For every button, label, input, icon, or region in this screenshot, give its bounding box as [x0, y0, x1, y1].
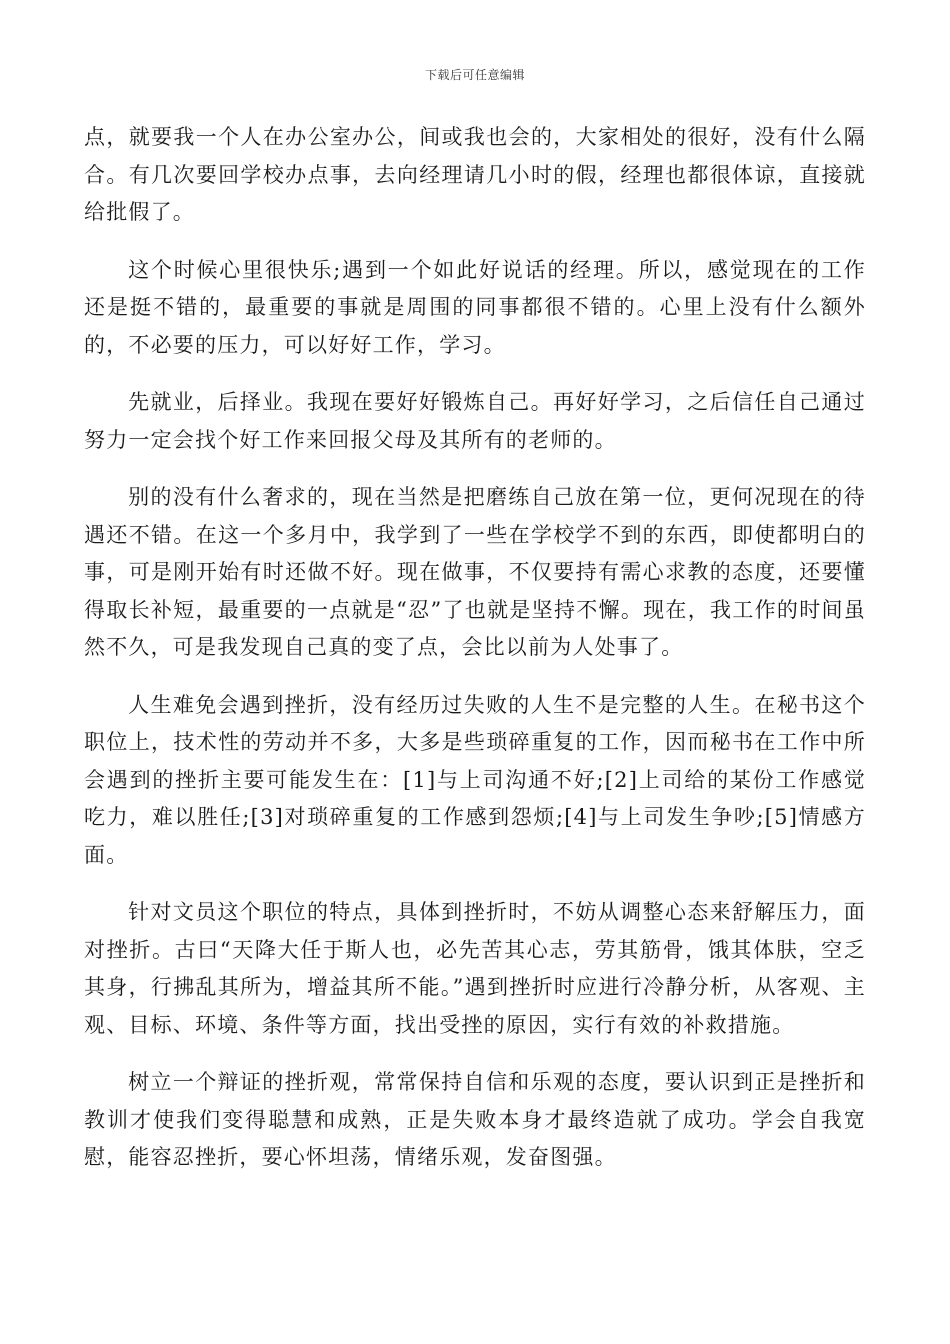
paragraph-7: 树立一个辩证的挫折观，常常保持自信和乐观的态度，要认识到正是挫折和教训才使我们变得聪慧和成熟，正是失败本身才最终造就了成功。学会自我宽慰，能容忍挫折，要心怀坦荡，情绪乐观，发奋图强。	[84, 1070, 866, 1169]
paragraph-6: 针对文员这个职位的特点，具体到挫折时，不妨从调整心态来舒解压力，面对挫折。古曰“天降大任于斯人也，必先苦其心志，劳其筋骨，饿其体肤，空乏其身，行拂乱其所为，增益其所不能。”遇到挫折时应进行冷静分析，从客观、主观、目标、环境、条件等方面，找出受挫的原因，实行有效的补救措施。	[84, 900, 866, 1037]
header-note: 下载后可任意编辑	[424, 68, 525, 82]
paragraph-3: 先就业，后择业。我现在要好好锻炼自己。再好好学习，之后信任自己通过努力一定会找个好工作来回报父母及其所有的老师的。	[84, 390, 866, 452]
paragraph-2: 这个时候心里很快乐;遇到一个如此好说话的经理。所以，感觉现在的工作还是挺不错的，最重要的事就是周围的同事都很不错的。心里上没有什么额外的，不必要的压力，可以好好工作，学习。	[84, 257, 866, 357]
document-body	[84, 119, 866, 1197]
paragraph-4: 别的没有什么奢求的，现在当然是把磨练自己放在第一位，更何况现在的待遇还不错。在这一个多月中，我学到了一些在学校学不到的东西，即使都明白的事，可是刚开始有时还做不好。现在做事，不仅要持有需心求教的态度，还要懂得取长补短，最重要的一点就是“忍”了也就是坚持不懈。现在，我工作的时间虽然不久，可是我发现自己真的变了点，会比以前为人处事了。	[84, 485, 866, 659]
paragraph-5: 人生难免会遇到挫折，没有经历过失败的人生不是完整的人生。在秘书这个职位上，技术性的劳动并不多，大多是些琐碎重复的工作，因而秘书在工作中所会遇到的挫折主要可能发生在：[1]与上司沟通不好;[2]上司给的某份工作感觉吃力，难以胜任;[3]对琐碎重复的工作感到怨烦;[4]与上司发生争吵;[5]情感方面。	[84, 692, 866, 867]
paragraph-1: 点，就要我一个人在办公室办公，间或我也会的，大家相处的很好，没有什么隔合。有几次要回学校办点事，去向经理请几小时的假，经理也都很体谅，直接就给批假了。	[84, 125, 866, 224]
